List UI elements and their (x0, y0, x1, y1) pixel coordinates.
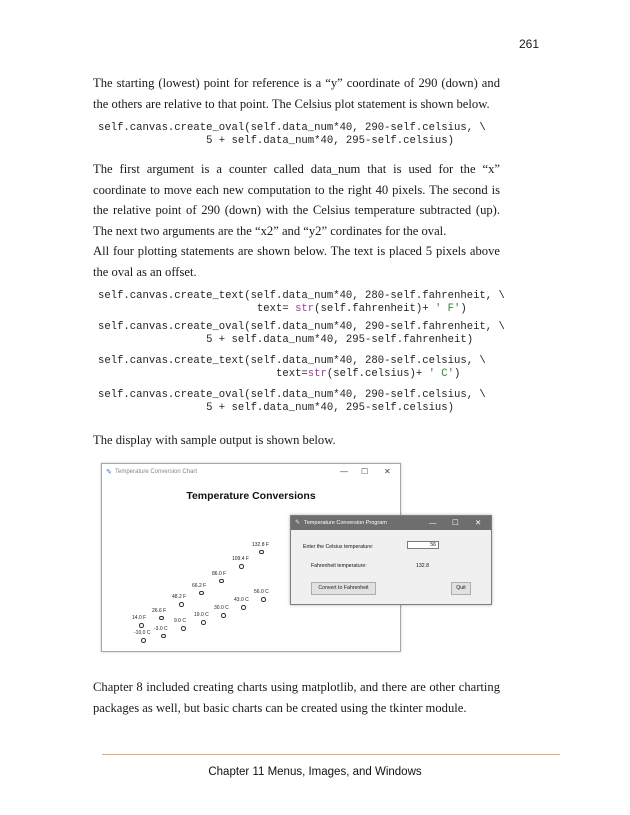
footer-rule (102, 754, 560, 755)
feather-icon: ✎ (295, 520, 301, 526)
celsius-point (241, 605, 246, 610)
code-line: 5 + self.data_num*40, 295-self.celsius) (98, 402, 455, 414)
maximize-button[interactable]: ☐ (361, 467, 369, 476)
code-string: ' C' (428, 368, 455, 380)
code-line: 5 + self.data_num*40, 295-self.celsius) (98, 135, 455, 147)
code-line: ) (460, 303, 467, 315)
paragraph-1: The starting (lowest) point for reference is a “y” coordinate of 290 (down) and the others are relative to that point. The Celsius plot statement is shown below. (93, 76, 500, 111)
code-line: text= (98, 368, 308, 380)
code-block-3 (98, 321, 505, 347)
fahrenheit-label: 26.6 F (152, 607, 167, 614)
celsius-point (181, 626, 186, 631)
celsius-input[interactable]: 56 (407, 541, 439, 549)
chart-window-titlebar[interactable] (102, 464, 400, 481)
code-line: ) (454, 368, 461, 380)
converter-window (290, 515, 492, 605)
quit-button[interactable]: Quit (451, 582, 471, 595)
celsius-point (201, 620, 206, 625)
celsius-label: -10.0 C (134, 630, 151, 637)
fahrenheit-point (219, 579, 224, 584)
code-string: ' F' (434, 303, 461, 315)
convert-button[interactable]: Convert to Fahrenheit (311, 582, 376, 595)
page-number: 261 (518, 37, 539, 51)
fahrenheit-point (139, 623, 144, 628)
celsius-point (141, 638, 146, 643)
code-line: self.canvas.create_oval(self.data_num*40, 290-self.celsius, \ (98, 389, 486, 401)
celsius-label: 43.0 C (234, 597, 249, 604)
fahrenheit-value: 132.8 (416, 563, 429, 569)
celsius-label: -3.0 C (154, 625, 168, 632)
feather-icon: ✎ (106, 469, 112, 476)
fahrenheit-label: 132.8 F (252, 541, 269, 548)
code-line: self.canvas.create_oval(self.data_num*40, 290-self.fahrenheit, \ (98, 321, 505, 333)
fahrenheit-label: 14.0 F (132, 615, 147, 622)
code-line: self.canvas.create_text(self.data_num*40, 280-self.celsius, \ (98, 355, 486, 367)
code-line: (self.fahrenheit)+ (314, 303, 435, 315)
celsius-label: 30.0 C (214, 605, 229, 612)
code-line: self.canvas.create_oval(self.data_num*40, 290-self.celsius, \ (98, 122, 486, 134)
fahrenheit-point (159, 616, 164, 621)
code-block-4 (98, 355, 486, 381)
fahrenheit-point (179, 602, 184, 607)
fahrenheit-label: Fahrenheit temperature: (311, 563, 367, 569)
code-line: self.canvas.create_text(self.data_num*40, 280-self.fahrenheit, \ (98, 290, 505, 302)
celsius-point (261, 597, 266, 602)
paragraph-4: The display with sample output is shown below. (93, 433, 336, 447)
code-line: 5 + self.data_num*40, 295-self.fahrenheit) (98, 334, 474, 346)
code-line: text= (98, 303, 296, 315)
celsius-label: Enter the Celsius temperature: (303, 544, 374, 550)
fahrenheit-label: 109.4 F (232, 556, 249, 563)
paragraph-2: The first argument is a counter called data_num that is used for the “x” coordinate to move each new computation to the right 40 pixels. The second is the relative point of 290 (down) with the Celsius temperature subtracted (up). The next two arguments are the “x2” and “y2” cordinates for the oval. (93, 162, 500, 238)
minimize-button[interactable]: — (429, 518, 437, 527)
code-block-5 (98, 389, 486, 415)
paragraph-5: Chapter 8 included creating charts using matplotlib, and there are other charting packages as well, but basic charts can be created using the tkinter module. (93, 680, 500, 715)
minimize-button[interactable]: — (340, 467, 348, 476)
code-keyword: str (295, 303, 315, 315)
footer-chapter-title: Chapter 11 Menus, Images, and Windows (208, 766, 422, 778)
fahrenheit-point (199, 591, 204, 596)
celsius-label: 9.0 C (174, 618, 186, 625)
celsius-label: 19.0 C (194, 612, 209, 619)
code-keyword: str (307, 368, 327, 380)
maximize-button[interactable]: ☐ (452, 518, 459, 527)
celsius-point (161, 634, 166, 639)
converter-window-titlebar[interactable] (291, 516, 491, 530)
celsius-label: 56.0 C (254, 589, 269, 596)
code-block-1 (98, 122, 486, 148)
fahrenheit-label: 86.0 F (212, 570, 227, 577)
paragraph-3: All four plotting statements are shown below. The text is placed 5 pixels above the oval as an offset. (93, 244, 500, 279)
code-line: (self.celsius)+ (326, 368, 429, 380)
fahrenheit-label: 66.2 F (192, 582, 207, 589)
celsius-point (221, 613, 226, 618)
fahrenheit-point (239, 564, 244, 569)
converter-window-title: Temperature Conversion Program (304, 520, 387, 526)
close-button[interactable]: ✕ (384, 467, 391, 476)
chart-title: Temperature Conversions (186, 490, 316, 502)
fahrenheit-point (259, 550, 264, 555)
chart-window-title: Temperature Conversion Chart (115, 469, 198, 475)
code-block-2 (98, 290, 505, 316)
fahrenheit-label: 48.2 F (172, 594, 187, 601)
close-button[interactable]: ✕ (475, 518, 482, 527)
